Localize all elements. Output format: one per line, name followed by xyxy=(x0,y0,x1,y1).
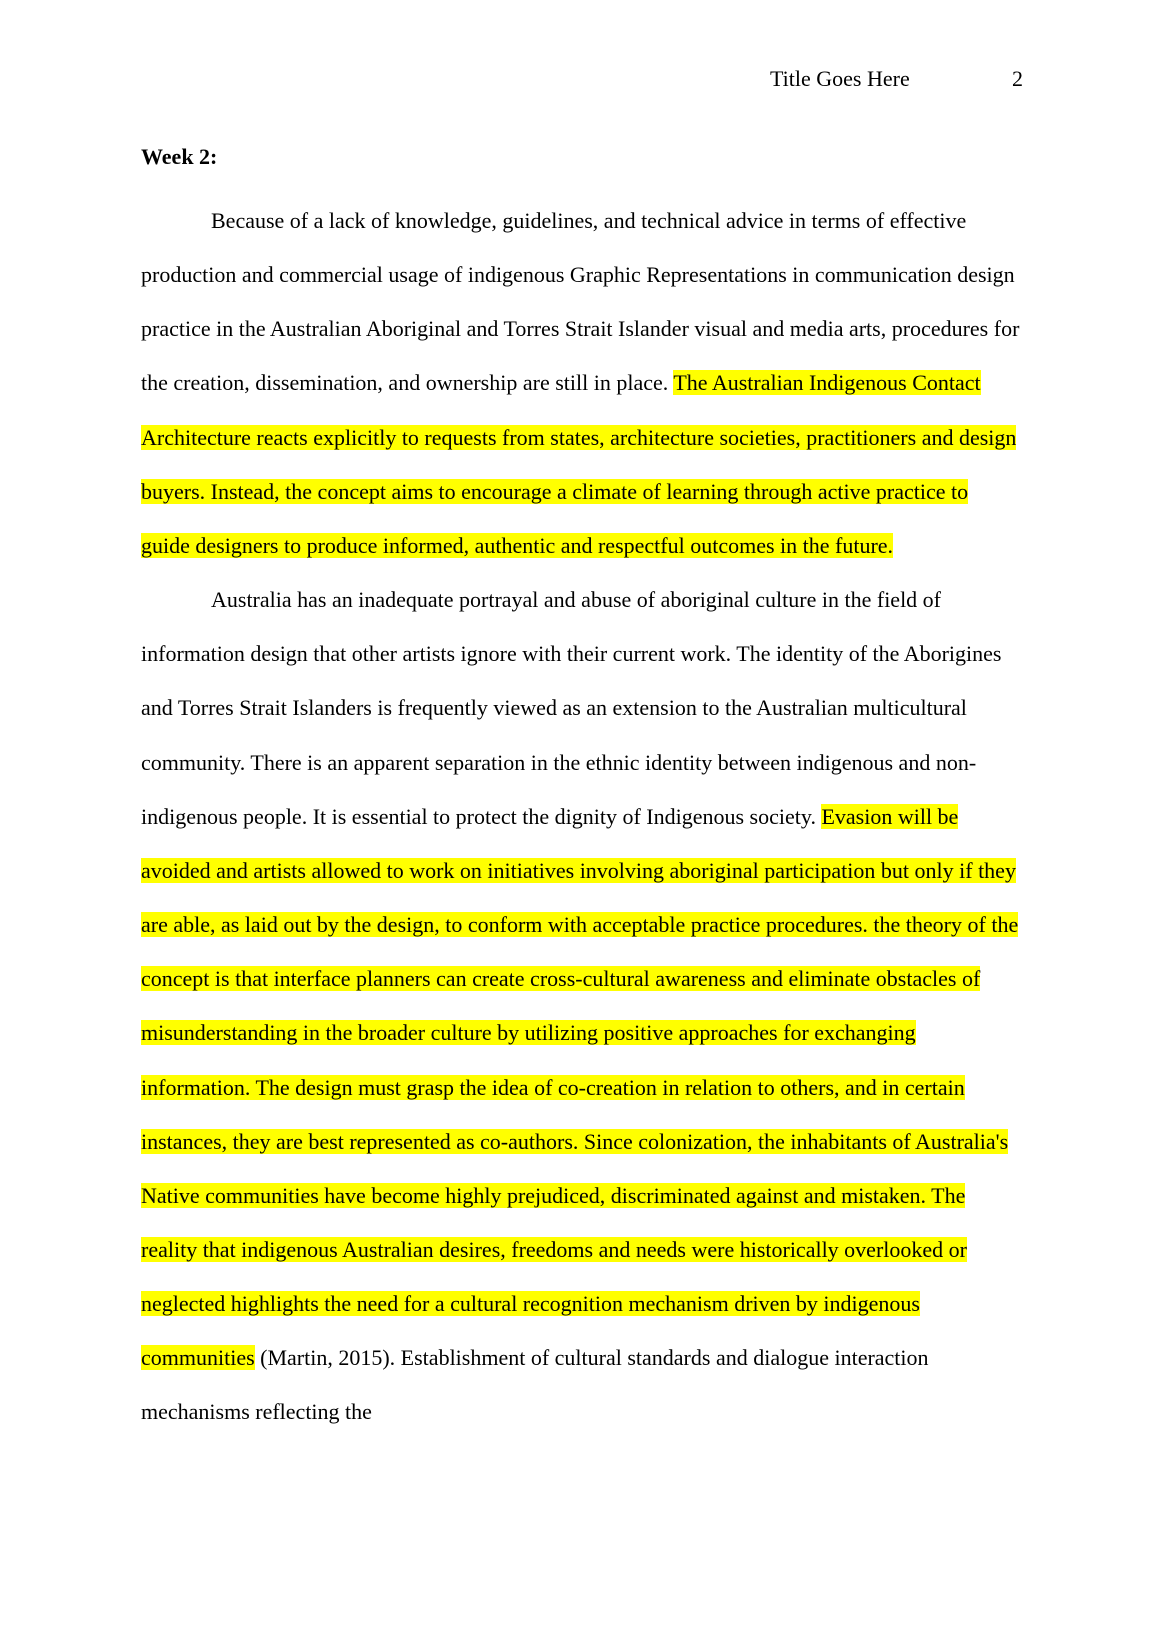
paragraph-2-text: Australia has an inadequate portrayal and abuse of aboriginal culture in the field of information design that other artists ignore with their current work. The identity of the Aborigines and Torres Strait Islanders is frequently viewed as an extension to the Australian multicultural community. There is an apparent separation in the ethnic identity between indigenous and non-indigenous people. It is essential to protect the dignity of Indigenous society. xyxy=(141,587,1002,829)
paragraph-1-text: Because of a lack of knowledge, guidelines, and technical advice in terms of effective production and commercial usage of indigenous Graphic Representations in communication design practice in the Australian Aboriginal and Torres Strait Islander visual and media arts, procedures for the creation, dissemination, and ownership are still in place. xyxy=(141,208,1020,396)
page-number: 2 xyxy=(1012,66,1023,91)
paragraph-2 xyxy=(141,573,1021,1440)
document-body xyxy=(141,140,1021,1440)
running-head-title: Title Goes Here xyxy=(770,66,910,91)
paragraph-1-highlight: The Australian Indigenous Contact Architecture reacts explicitly to requests from states, architecture societies, practitioners and design buyers. Instead, the concept aims to encourage a climate of learning through active practice to guide designers to produce informed, authentic and respectful outcomes in the future. xyxy=(141,370,1017,558)
section-heading: Week 2: xyxy=(141,144,218,169)
paragraph-1 xyxy=(141,194,1021,573)
paragraph-2-text-after: (Martin, 2015). Establishment of cultural standards and dialogue interaction mechanisms reflecting the xyxy=(141,1345,929,1425)
paragraph-2-highlight: Evasion will be avoided and artists allowed to work on initiatives involving aboriginal participation but only if they are able, as laid out by the design, to conform with acceptable practice procedures. the theory of the concept is that interface planners can create cross-cultural awareness and eliminate obstacles of misunderstanding in the broader culture by utilizing positive approaches for exchanging information. The design must grasp the idea of co-creation in relation to others, and in certain instances, they are best represented as co-authors. Since colonization, the inhabitants of Australia's Native communities have become highly prejudiced, discriminated against and mistaken. The reality that indigenous Australian desires, freedoms and needs were historically overlooked or neglected highlights the need for a cultural recognition mechanism driven by indigenous communities xyxy=(141,803,1019,1371)
